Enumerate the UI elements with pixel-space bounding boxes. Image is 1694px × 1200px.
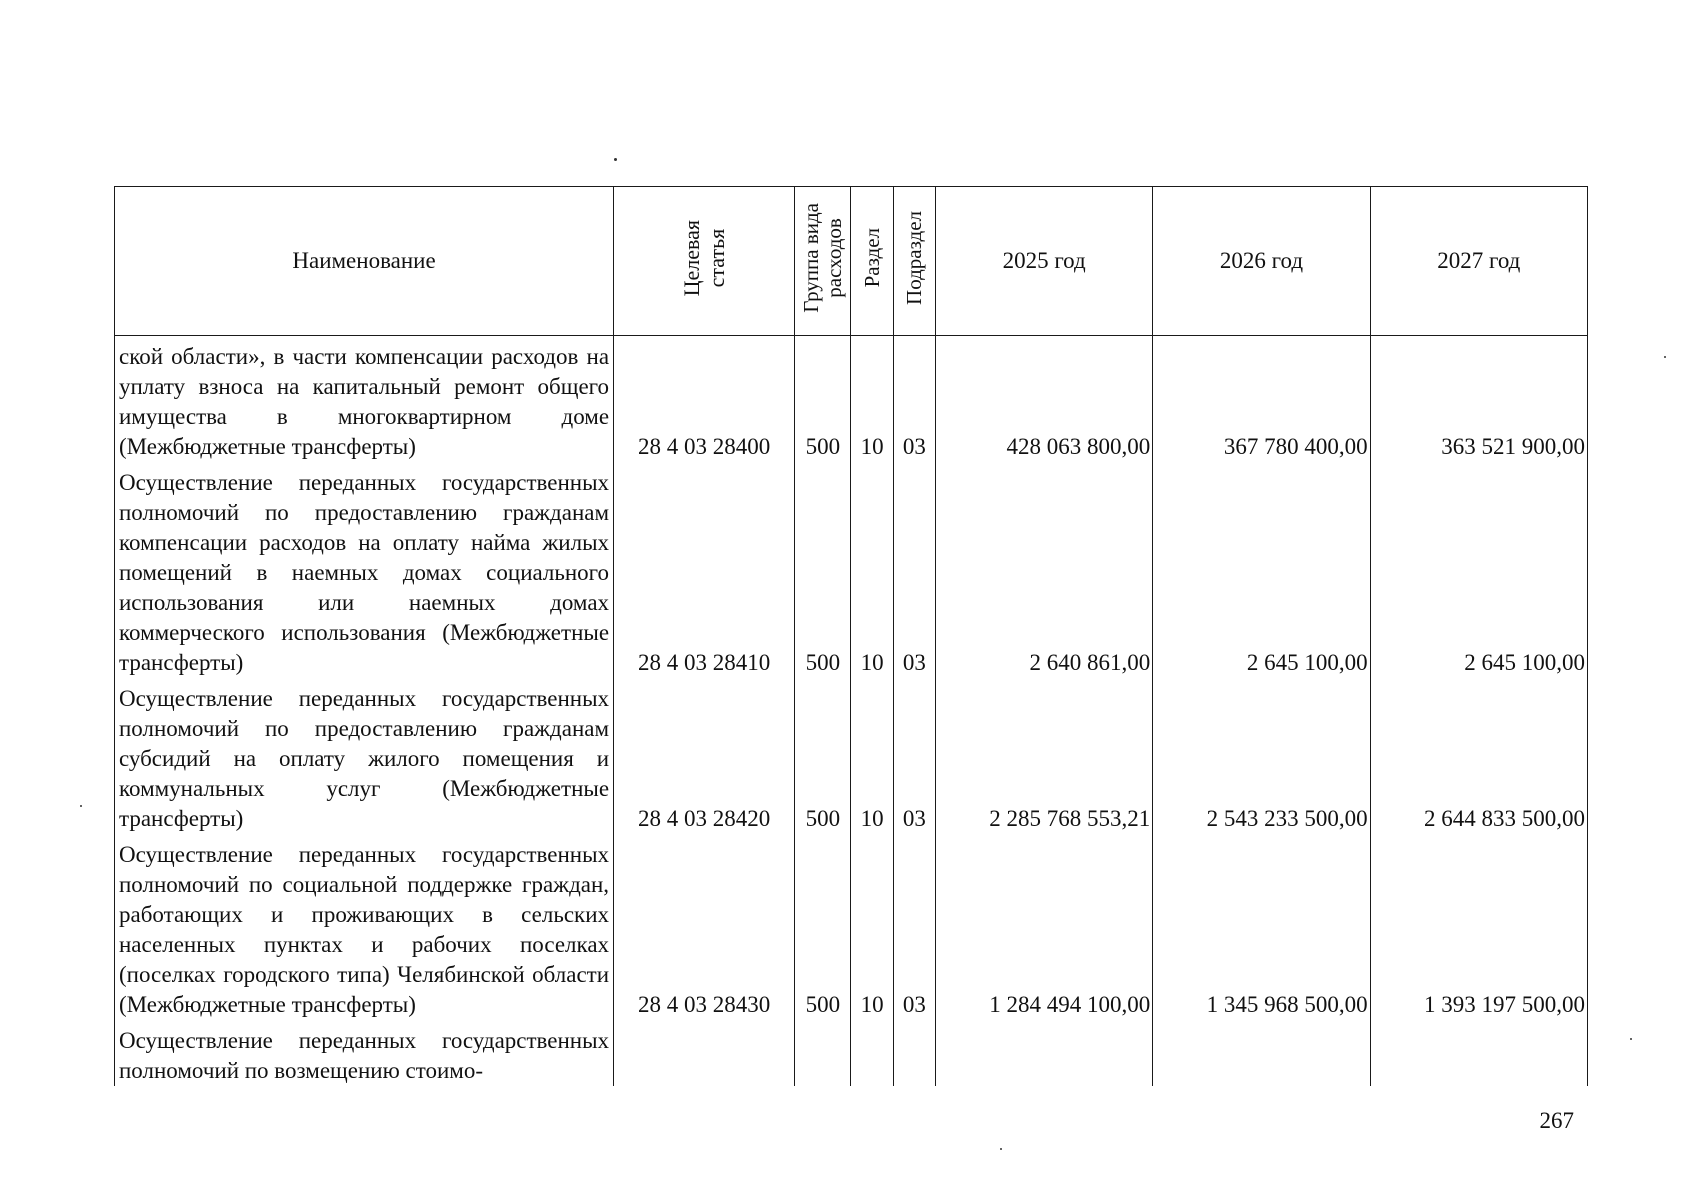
row-value-2027: 2 645 100,00: [1370, 462, 1587, 678]
row-value-2025: 1 284 494 100,00: [935, 834, 1152, 1020]
header-name-label: Наименование: [292, 248, 436, 273]
header-name: [115, 187, 614, 336]
budget-table: [114, 186, 1588, 1086]
table-row: [115, 462, 1588, 678]
row-expense-group: 500: [795, 462, 851, 678]
row-subsection: [893, 1020, 935, 1086]
row-subsection: 03: [893, 678, 935, 834]
row-value-2025: 2 640 861,00: [935, 462, 1152, 678]
table-row: [115, 834, 1588, 1020]
header-expense-group-label: Группа вида расходов: [798, 203, 846, 313]
row-value-2026: 1 345 968 500,00: [1153, 834, 1370, 1020]
header-2026-label: 2026 год: [1219, 248, 1304, 273]
row-value-2025: 2 285 768 553,21: [935, 678, 1152, 834]
table-header-row: [115, 187, 1588, 336]
header-section: [851, 187, 893, 336]
row-section: 10: [851, 336, 893, 463]
scan-speck: [1664, 356, 1666, 358]
row-target-article: 28 4 03 28420: [614, 678, 795, 834]
row-subsection: 03: [893, 336, 935, 463]
table-row: [115, 336, 1588, 463]
row-target-article: [614, 1020, 795, 1086]
row-section: 10: [851, 462, 893, 678]
row-section: 10: [851, 834, 893, 1020]
row-value-2026: 2 543 233 500,00: [1153, 678, 1370, 834]
row-value-2027: 2 644 833 500,00: [1370, 678, 1587, 834]
scan-speck: [1630, 1038, 1632, 1040]
row-section: [851, 1020, 893, 1086]
header-target-article: [614, 187, 795, 336]
scan-speck: [614, 158, 617, 161]
header-2027: [1370, 187, 1587, 336]
page-number: 267: [1539, 1108, 1574, 1133]
row-value-2025: [935, 1020, 1152, 1086]
row-name: Осуществление переданных государственных полномочий по предоставлению гражданам субсидий на оплату жилого помещения и коммунальных услуг (Межбюджетные трансферты): [115, 678, 614, 834]
header-section-label: Раздел: [859, 228, 884, 288]
header-target-article-label: Целевая статья: [679, 219, 730, 297]
row-value-2027: 363 521 900,00: [1370, 336, 1587, 463]
row-name: ской области», в части компенсации расходов на уплату взноса на капитальный ремонт общего имущества в многоквартирном доме (Межбюджетные трансферты): [115, 336, 614, 463]
row-value-2026: 2 645 100,00: [1153, 462, 1370, 678]
row-value-2027: [1370, 1020, 1587, 1086]
row-name: Осуществление переданных государственных полномочий по предоставлению гражданам компенсации расходов на оплату найма жилых помещений в наемных домах социального использования или наемных домах коммерческого использования (Межбюджетные трансферты): [115, 462, 614, 678]
row-expense-group: 500: [795, 834, 851, 1020]
row-name: Осуществление переданных государственных полномочий по социальной поддержке граждан, работающих и проживающих в сельских населенных пунктах и рабочих поселках (поселках городского типа) Челябинской области (Межбюджетные трансферты): [115, 834, 614, 1020]
header-subsection: [893, 187, 935, 336]
row-value-2026: [1153, 1020, 1370, 1086]
row-subsection: 03: [893, 462, 935, 678]
row-section: 10: [851, 678, 893, 834]
table-row: [115, 678, 1588, 834]
scan-speck: [1000, 1148, 1002, 1150]
row-subsection: 03: [893, 834, 935, 1020]
row-value-2025: 428 063 800,00: [935, 336, 1152, 463]
scan-speck: [80, 805, 82, 807]
header-2025: [935, 187, 1152, 336]
row-expense-group: 500: [795, 678, 851, 834]
header-expense-group: [795, 187, 851, 336]
header-2025-label: 2025 год: [1002, 248, 1086, 273]
header-2027-label: 2027 год: [1437, 248, 1521, 273]
row-value-2026: 367 780 400,00: [1153, 336, 1370, 463]
header-subsection-label: Подраздел: [901, 211, 926, 305]
row-value-2027: 1 393 197 500,00: [1370, 834, 1587, 1020]
row-expense-group: 500: [795, 336, 851, 463]
table-row: [115, 1020, 1588, 1086]
row-target-article: 28 4 03 28400: [614, 336, 795, 463]
row-expense-group: [795, 1020, 851, 1086]
row-name: Осуществление переданных государственных полномочий по возмещению стоимо-: [115, 1020, 614, 1086]
header-2026: [1153, 187, 1370, 336]
row-target-article: 28 4 03 28430: [614, 834, 795, 1020]
row-target-article: 28 4 03 28410: [614, 462, 795, 678]
